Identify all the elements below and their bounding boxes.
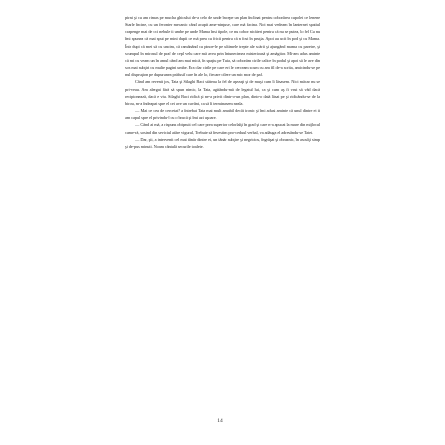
page-number: 14: [217, 418, 223, 424]
paragraph: — Mai ce cea de cercetat? a întrebat Tata mai mult amabil decât ironic şi îmi adusi aminte că unul dintre ei ii am capul spre el privindu-l cu o brucă şi îmi azi uşoare.: [125, 108, 320, 121]
paragraph: — Când ai mă, a rispuns obişnuit cel care prea superior celorlalţi în grad şi care n-a apucat la mare din mijlocul came-ră, sosind din seviciul atâre vigurul, Trebuie să învestim pro-ceduul verbal, va adăuga el adresându-se Tatei.: [125, 122, 320, 135]
paragraph: pirni şi cu am rimas pe mucha ghicului de-a celo de unde începe un plan înclinat pentru coborârea cupolei ce lenene Starle încine, cu un feronier mecanic când acupit ame-ninţuse, care mă facina. Noi mai vedeam în lanternei spatiul crapenge mai de cci nebule ii umbe pe unde Mama însi tipole, ce nu cobor nicăieri pentru că nu se putea, lo fel Cu nu îmi spunea că mai spui pe mini dupii ce mă prea cu fricii pentru că n fost în pruţia. Apoi au ucit în pod şi cu Mama. Într dupi că mei să cu uncim, că ramânând cu pinoe-le pe ultimele trepte ale scării şi ajungând mama cu paretre, şi scumpul în mirosul de praf de cepl velu care mă avea prin întunecimea misterioasă şi amăgitor. Mi-am adus aminte că mi cu veam un în amul când am mai mică, în spaţiu pe Tuia, să coborăm cirile calice în podul şi apoi să le ave din sos mai subţiri cu multe pagini umbe. Era clar cirile pe care eri le cerceam scum cu am fil de-a scrita, amicindu-se pe nul dispruţion pe dupurunea prăfusiî care în ale lo, fiecare cilere un mic mor de paf.: [125, 15, 320, 78]
paragraph: — Dar, şti, a intervenit cel mai tânăr dintre ei, un tânăr subţire şi negricios, îngrăşat şi obraznic, în asculţi simp şi de-pus minuti. Noam cântulă securile toalete.: [125, 136, 320, 149]
paragraph: Când am revenit jos, Tata şi Silaghi Baci stăteau la fel de aşezaţi şi de muşi cum îi lăsasem. Nici măcar nu se pri-veau. Am alergat fără să spun nimic, la Tata, agitându-mă de legatul lui, ca şi cum aş fi vrut să vâd dacă recipionează, dacă e viu. Silaghi Baci ridică şi ne-a privit dintr-o-un plan, dintr-o dată lăsat pe şi ridicându-se de la birou, m-a îndeapat spre el cei ave un cuvânt, ca să îi terminasem neala.: [125, 79, 320, 106]
body-text: [125, 14, 320, 150]
